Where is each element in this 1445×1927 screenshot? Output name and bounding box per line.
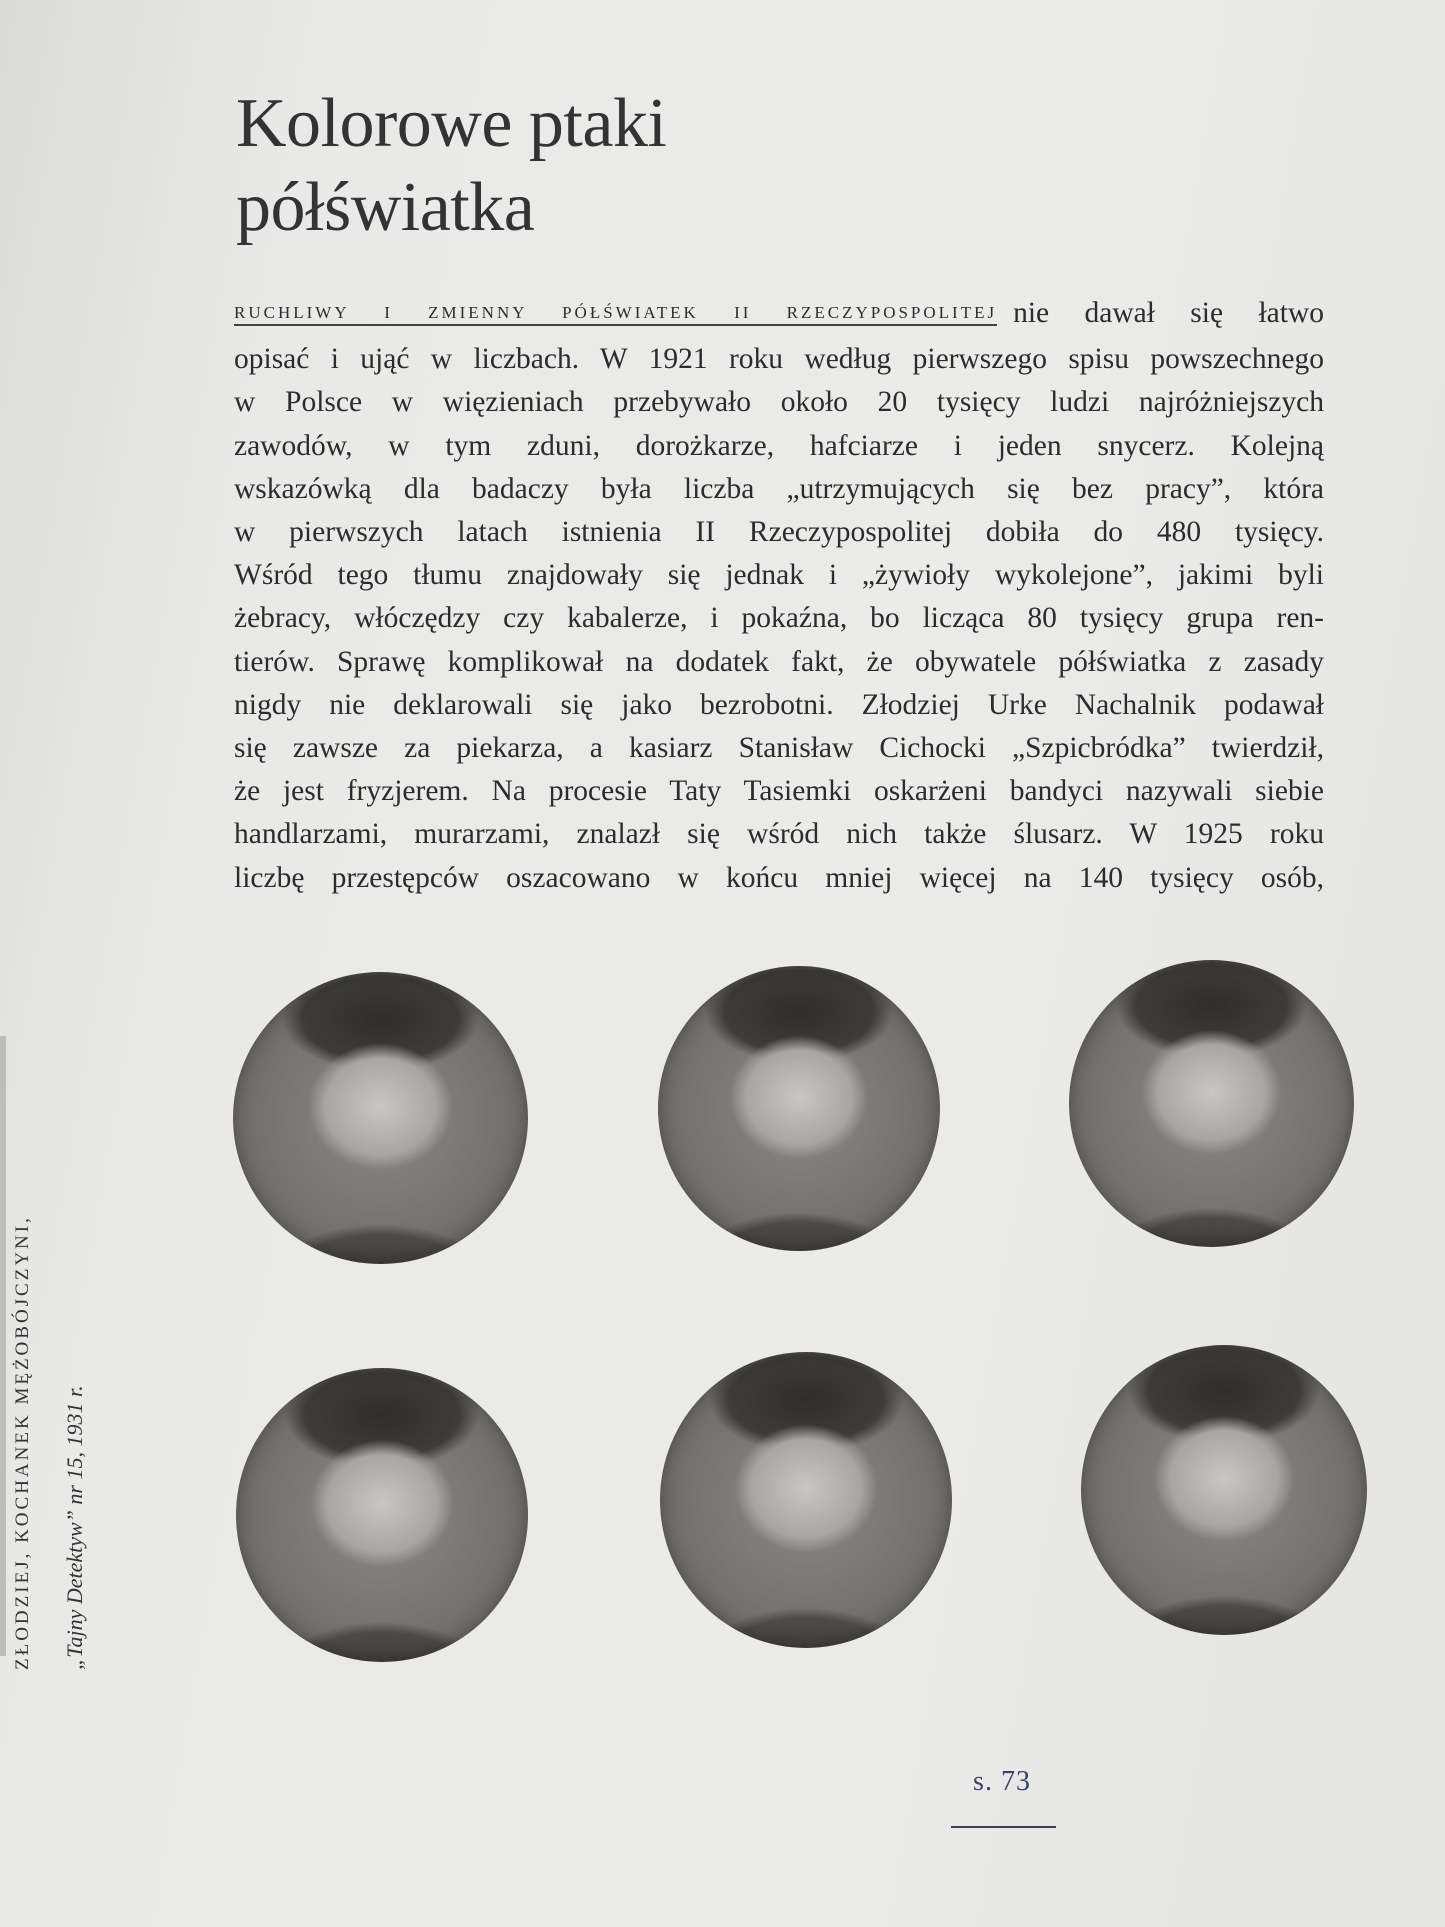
- page-number-rule: [951, 1826, 1056, 1828]
- body-line-1: [234, 292, 1324, 338]
- body-line-13: handlarzami, murarzami, znalazł się wśród nich także ślusarz. W 1925 roku: [234, 818, 1324, 851]
- photo-caption-vertical: [6, 1215, 92, 1670]
- body-paragraph: [234, 292, 1324, 900]
- lead-in-smallcaps: RUCHLIWY I ZMIENNY PÓŁŚWIATEK II RZECZYPOSPOLITEJ: [234, 303, 997, 326]
- body-line-3: w Polsce w więzieniach przebywało około 20 tysięcy ludzi najróżniejszych: [234, 386, 1324, 419]
- mugshot-photo-3: [1069, 960, 1354, 1247]
- page-number: s. 73: [973, 1766, 1031, 1797]
- body-line-10: nigdy nie deklarowali się jako bezrobotni. Złodziej Urke Nachalnik podawał: [234, 688, 1324, 721]
- title-line-1: Kolorowe ptaki: [236, 85, 667, 162]
- mugshot-photo-4: [236, 1368, 528, 1662]
- body-line-1-text: nie dawał się łatwo: [1013, 297, 1324, 329]
- body-line-4: zawodów, w tym zduni, dorożkarze, hafciarze i jeden snycerz. Kolejną: [234, 429, 1324, 462]
- body-line-8: żebracy, włóczędzy czy kabalerze, i pokaźna, bo licząca 80 tysięcy grupa ren-: [234, 602, 1324, 635]
- body-line-9: tierów. Sprawę komplikował na dodatek fakt, że obywatele półświatka z zasady: [234, 645, 1324, 678]
- body-line-14: liczbę przestępców oszacowano w końcu mniej więcej na 140 tysięcy osób,: [234, 861, 1324, 894]
- mugshot-photo-1: [233, 972, 528, 1264]
- body-line-2: opisać i ująć w liczbach. W 1921 roku według pierwszego spisu powszechnego: [234, 343, 1324, 376]
- page-title: [236, 82, 996, 250]
- title-line-2: półświatka: [236, 169, 535, 246]
- body-line-6: w pierwszych latach istnienia II Rzeczypospolitej dobiła do 480 tysięcy.: [234, 516, 1324, 549]
- mugshot-photo-2: [658, 966, 940, 1251]
- mugshot-photo-5: [660, 1352, 952, 1648]
- body-line-7: Wśród tego tłumu znajdowały się jednak i „żywioły wykolejone”, jakimi byli: [234, 559, 1324, 592]
- body-line-12: że jest fryzjerem. Na procesie Taty Tasiemki oskarżeni bandyci nazywali siebie: [234, 775, 1324, 808]
- caption-source: „Tajny Detektyw” nr 15, 1931 r.: [62, 1385, 87, 1670]
- body-line-11: się zawsze za piekarza, a kasiarz Stanisław Cichocki „Szpicbródka” twierdził,: [234, 732, 1324, 765]
- mugshot-photo-6: [1081, 1345, 1367, 1635]
- caption-text: ZŁODZIEJ, KOCHANEK MĘŻOBÓJCZYNI,: [12, 1215, 33, 1670]
- body-line-5: wskazówką dla badaczy była liczba „utrzymujących się bez pracy”, która: [234, 472, 1324, 505]
